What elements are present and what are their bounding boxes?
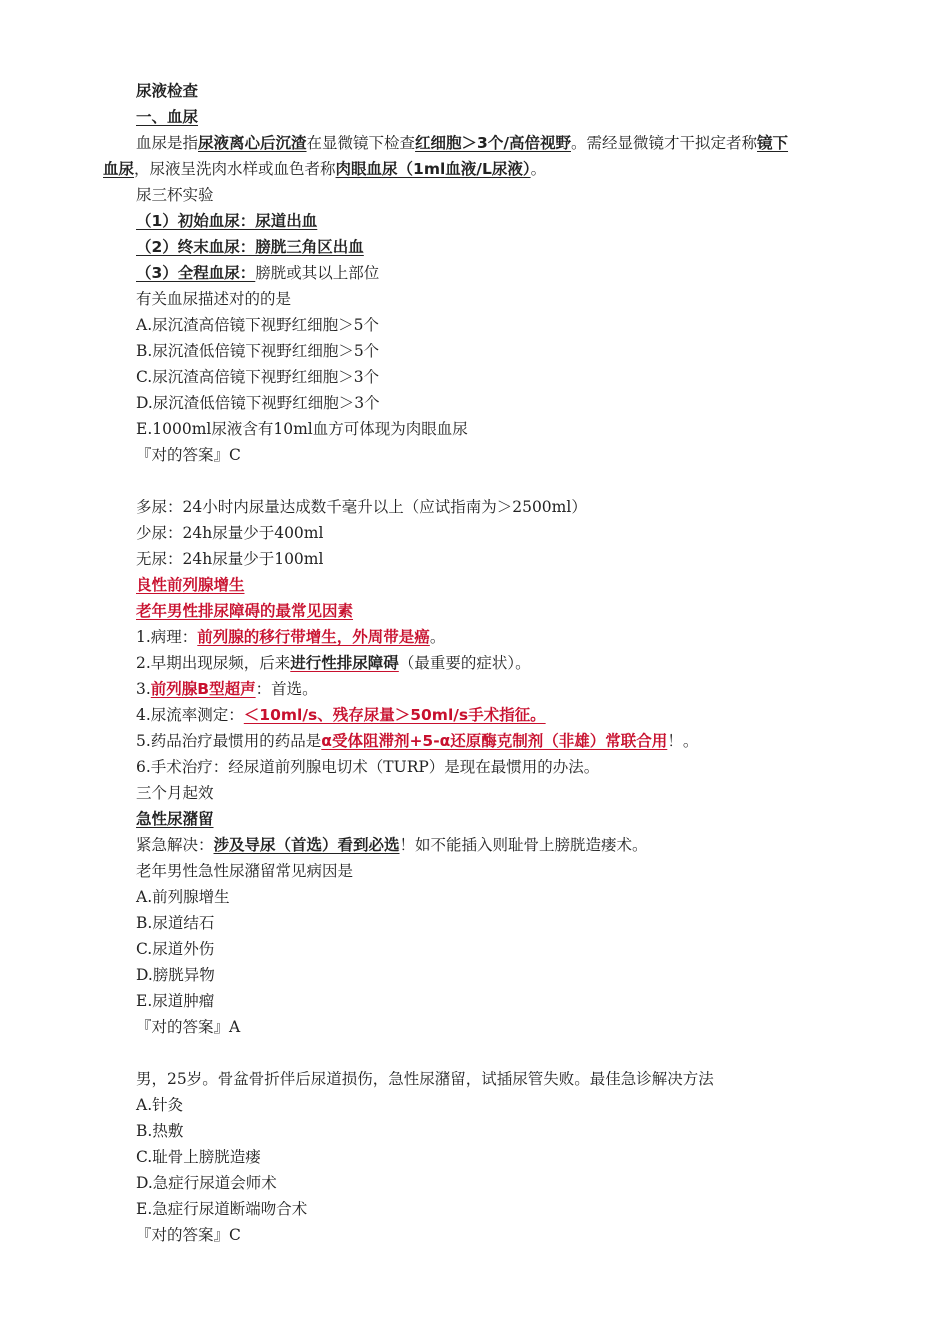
question-2-option: A.前列腺增生 xyxy=(136,888,230,906)
section-heading-hematuria: 一、血尿 xyxy=(136,108,199,126)
question-1-option: D.尿沉渣低倍镜下视野红细胞＞3个 xyxy=(136,394,380,412)
hematuria-definition-line2: 血尿，尿液呈洗肉水样或血色者称肉眼血尿（1ml血液/L尿液）。 xyxy=(103,160,547,178)
bph-heading: 良性前列腺增生 xyxy=(136,576,245,594)
bph-item: 4.尿流率测定：＜10ml/s、残存尿量＞50ml/s手术指征。 xyxy=(136,706,546,724)
question-1-answer: 『对的答案』C xyxy=(136,446,241,464)
three-cup-item: （3）全程血尿：膀胱或其以上部位 xyxy=(136,264,380,282)
question-3-option: E.急症行尿道断端吻合术 xyxy=(136,1200,308,1218)
three-cup-item: （1）初始血尿：尿道出血 xyxy=(136,212,318,230)
question-2-option: C.尿道外伤 xyxy=(136,940,215,958)
question-2-option: E.尿道肿瘤 xyxy=(136,992,215,1010)
three-cup-item: （2）终末血尿：膀胱三角区出血 xyxy=(136,238,364,256)
document-title: 尿液检查 xyxy=(136,82,199,100)
urine-volume-polyuria: 多尿：24小时内尿量达成数千毫升以上（应试指南为＞2500ml） xyxy=(136,498,587,516)
question-3-option: D.急症行尿道会师术 xyxy=(136,1174,277,1192)
question-1-option: C.尿沉渣高倍镜下视野红细胞＞3个 xyxy=(136,368,380,386)
retention-heading: 急性尿潴留 xyxy=(136,810,214,828)
question-3-answer: 『对的答案』C xyxy=(136,1226,241,1244)
question-3: 男，25岁。骨盆骨折伴后尿道损伤，急性尿潴留，试插尿管失败。最佳急诊解决方法 xyxy=(136,1070,714,1088)
question-2-option: B.尿道结石 xyxy=(136,914,215,932)
question-2-answer: 『对的答案』A xyxy=(136,1018,241,1036)
question-3-option: C.耻骨上膀胱造瘘 xyxy=(136,1148,261,1166)
bph-note: 三个月起效 xyxy=(136,784,214,802)
bph-item: 1.病理：前列腺的移行带增生，外周带是癌。 xyxy=(136,628,446,646)
bph-item: 3.前列腺B型超声：首选。 xyxy=(136,680,318,698)
question-2-option: D.膀胱异物 xyxy=(136,966,215,984)
urine-volume-oliguria: 少尿：24h尿量少于400ml xyxy=(136,524,324,542)
bph-subheading: 老年男性排尿障碍的最常见因素 xyxy=(136,602,354,620)
question-1-option: E.1000ml尿液含有10ml血方可体现为肉眼血尿 xyxy=(136,420,468,438)
question-1-option: B.尿沉渣低倍镜下视野红细胞＞5个 xyxy=(136,342,380,360)
question-2: 老年男性急性尿潴留常见病因是 xyxy=(136,862,354,880)
hematuria-definition-line1: 血尿是指尿液离心后沉渣在显微镜下检查红细胞＞3个/高倍视野。需经显微镜才干拟定者称镜下 xyxy=(136,134,789,152)
question-1: 有关血尿描述对的的是 xyxy=(136,290,292,308)
question-3-option: A.针灸 xyxy=(136,1096,184,1114)
bph-item: 5.药品治疗最惯用的药品是α受体阻滞剂+5-α还原酶克制剂（非雄）常联合用！。 xyxy=(136,732,699,750)
urine-volume-anuria: 无尿：24h尿量少于100ml xyxy=(136,550,324,568)
retention-emergency-line: 紧急解决：涉及导尿（首选）看到必选！如不能插入则耻骨上膀胱造瘘术。 xyxy=(136,836,648,854)
question-1-option: A.尿沉渣高倍镜下视野红细胞＞5个 xyxy=(136,316,379,334)
question-3-option: B.热敷 xyxy=(136,1122,184,1140)
bph-item: 2.早期出现尿频，后来进行性排尿障碍（最重要的症状）。 xyxy=(136,654,531,672)
three-cup-test-heading: 尿三杯实验 xyxy=(136,186,214,204)
bph-item: 6.手术治疗：经尿道前列腺电切术（TURP）是现在最惯用的办法。 xyxy=(136,758,600,776)
